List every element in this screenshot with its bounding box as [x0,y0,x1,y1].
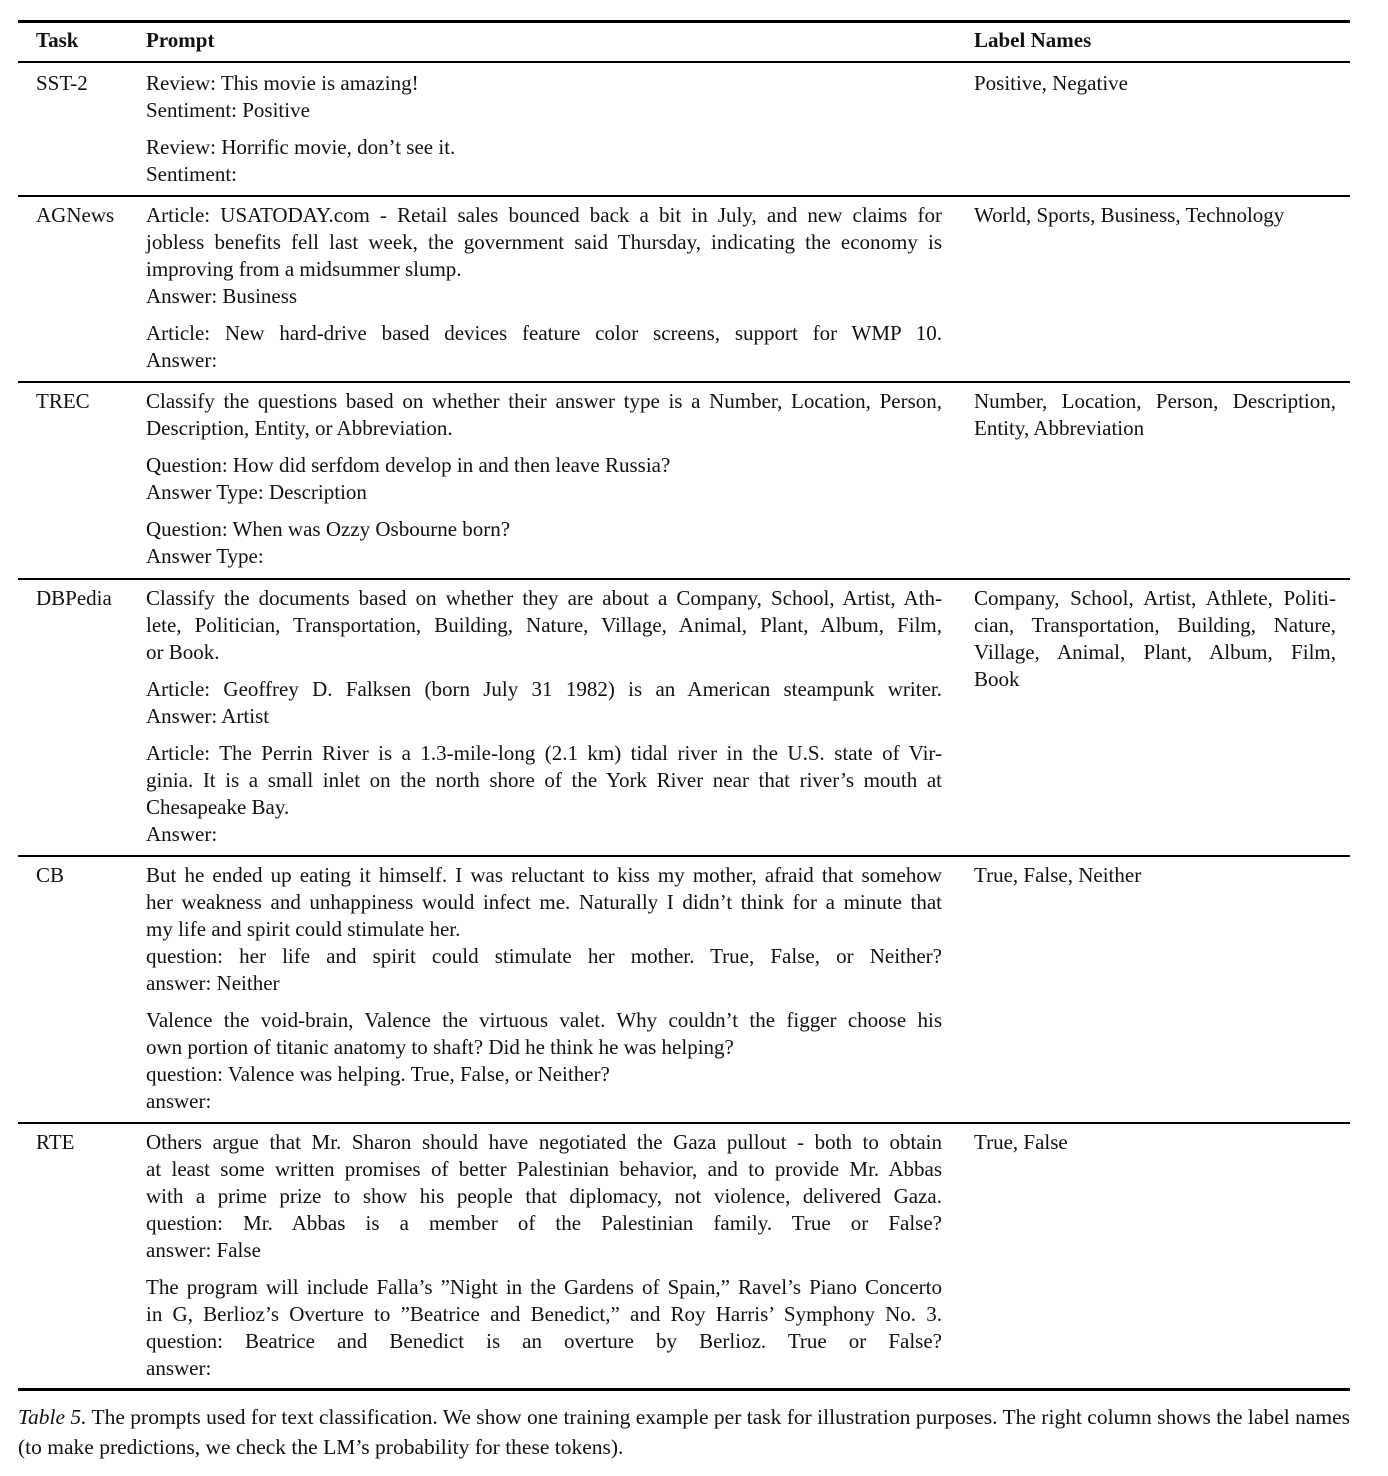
header-prompt: Prompt [146,28,215,52]
prompt-cell [146,388,942,570]
row-separator-rule [18,1122,1350,1124]
task-name: AGNews [36,203,115,227]
prompt-example [146,452,942,506]
prompt-example [146,585,942,666]
prompt-example [146,1007,942,1115]
prompt-cell [146,585,942,848]
prompt-cell [146,70,942,188]
prompt-line: with a prime prize to show his people that diplomacy, not violence, delivered Gaza. [146,1184,942,1208]
prompt-line: question: Valence was helping. True, False, or Neither? [146,1062,610,1086]
prompt-example [146,516,942,570]
table-top-rule [18,20,1350,23]
prompt-line: Article: The Perrin River is a 1.3-mile-long (2.1 km) tidal river in the U.S. state of Vir- [146,741,942,765]
prompt-line: Question: How did serfdom develop in and then leave Russia? [146,453,671,477]
row-separator-rule [18,381,1350,383]
label-names-cell [974,202,1336,229]
prompt-line: Chesapeake Bay. [146,795,290,819]
prompt-line: Answer: [146,822,218,846]
label-names-line: World, Sports, Business, Technology [974,203,1285,227]
prompt-line: Question: When was Ozzy Osbourne born? [146,517,511,541]
prompt-line: answer: [146,1089,212,1113]
prompt-line: answer: False [146,1238,261,1262]
prompt-line: answer: [146,1356,212,1380]
label-names-line: Book [974,667,1020,691]
prompt-line: answer: Neither [146,971,280,995]
task-name: DBPedia [36,586,112,610]
prompt-example [146,70,942,124]
prompt-example [146,740,942,848]
label-names-cell [974,388,1336,442]
prompt-line: question: her life and spirit could stimulate her mother. True, False, or Neither? [146,944,942,968]
prompt-line: or Book. [146,640,220,664]
prompt-line: Answer: Artist [146,704,270,728]
prompt-line: in G, Berlioz’s Overture to ”Beatrice and Benedict,” and Roy Harris’ Symphony No. 3. [146,1302,942,1326]
task-name: RTE [36,1130,75,1154]
prompt-example [146,1274,942,1382]
prompt-example [146,1129,942,1264]
prompt-line: ginia. It is a small inlet on the north shore of the York River near that river’s mouth at [146,768,942,792]
prompt-line: Answer: Business [146,284,298,308]
prompt-example [146,320,942,374]
label-names-cell [974,585,1336,693]
row-separator-rule [18,578,1350,580]
header-label-names: Label Names [974,28,1092,52]
prompt-line: question: Mr. Abbas is a member of the Palestinian family. True or False? [146,1211,942,1235]
prompt-line: Description, Entity, or Abbreviation. [146,416,453,440]
prompt-example [146,202,942,310]
prompt-example [146,388,942,442]
label-names-cell [974,862,1336,889]
prompt-line: Article: Geoffrey D. Falksen (born July 31 1982) is an American steampunk writer. [146,677,942,701]
prompt-line: own portion of titanic anatomy to shaft? Did he think he was helping? [146,1035,734,1059]
caption-text: The prompts used for text classification. We show one training example per task for illustration purposes. The right column shows the label names (to make predictions, we check the LM’s probability for these tokens). [18,1405,1351,1459]
label-names-line: Number, Location, Person, Description, [974,389,1336,413]
caption-label: Table 5. [18,1405,87,1429]
prompt-line: Review: Horrific movie, don’t see it. [146,135,456,159]
prompt-line: Article: USATODAY.com - Retail sales bounced back a bit in July, and new claims for [146,203,942,227]
header-rule [18,61,1350,63]
prompt-line: Classify the questions based on whether their answer type is a Number, Location, Person, [146,389,942,413]
prompt-line: jobless benefits fell last week, the government said Thursday, indicating the economy is [146,230,942,254]
prompt-line: question: Beatrice and Benedict is an overture by Berlioz. True or False? [146,1329,942,1353]
prompt-line: Answer Type: Description [146,480,367,504]
prompt-example [146,676,942,730]
label-names-line: Positive, Negative [974,71,1128,95]
prompt-line: Review: This movie is amazing! [146,71,419,95]
prompt-cell [146,202,942,374]
prompt-line: Answer: [146,348,218,372]
prompt-line: my life and spirit could stimulate her. [146,917,461,941]
row-separator-rule [18,855,1350,857]
prompt-line: The program will include Falla’s ”Night in the Gardens of Spain,” Ravel’s Piano Concerto [146,1275,942,1299]
task-name: CB [36,863,65,887]
prompt-line: at least some written promises of better Palestinian behavior, and to provide Mr. Abbas [146,1157,942,1181]
label-names-line: Company, School, Artist, Athlete, Politi- [974,586,1336,610]
prompt-example [146,862,942,997]
task-name: TREC [36,389,90,413]
prompt-cell [146,862,942,1115]
prompt-line: improving from a midsummer slump. [146,257,462,281]
prompt-line: Classify the documents based on whether they are about a Company, School, Artist, Ath- [146,586,942,610]
table-caption [18,1402,1356,1462]
label-names-line: cian, Transportation, Building, Nature, [974,613,1336,637]
table-bottom-rule [18,1388,1350,1391]
header-task: Task [36,28,79,52]
prompt-line: Valence the void-brain, Valence the virtuous valet. Why couldn’t the figger choose his [146,1008,942,1032]
prompt-line: Others argue that Mr. Sharon should have negotiated the Gaza pullout - both to obtain [146,1130,942,1154]
prompt-line: lete, Politician, Transportation, Building, Nature, Village, Animal, Plant, Album, Film, [146,613,942,637]
prompt-line: Sentiment: Positive [146,98,310,122]
prompt-line: her weakness and unhappiness would infect me. Naturally I didn’t think for a minute that [146,890,942,914]
label-names-line: True, False [974,1130,1068,1154]
task-name: SST-2 [36,71,88,95]
prompt-line: Answer Type: [146,544,264,568]
label-names-line: True, False, Neither [974,863,1142,887]
prompt-line: Sentiment: [146,162,237,186]
label-names-line: Entity, Abbreviation [974,416,1145,440]
label-names-cell [974,70,1336,97]
label-names-cell [974,1129,1336,1156]
prompt-cell [146,1129,942,1382]
prompt-example [146,134,942,188]
prompt-line: But he ended up eating it himself. I was reluctant to kiss my mother, afraid that somehow [146,863,942,887]
prompt-line: Article: New hard-drive based devices feature color screens, support for WMP 10. [146,321,942,345]
row-separator-rule [18,195,1350,197]
label-names-line: Village, Animal, Plant, Album, Film, [974,640,1336,664]
